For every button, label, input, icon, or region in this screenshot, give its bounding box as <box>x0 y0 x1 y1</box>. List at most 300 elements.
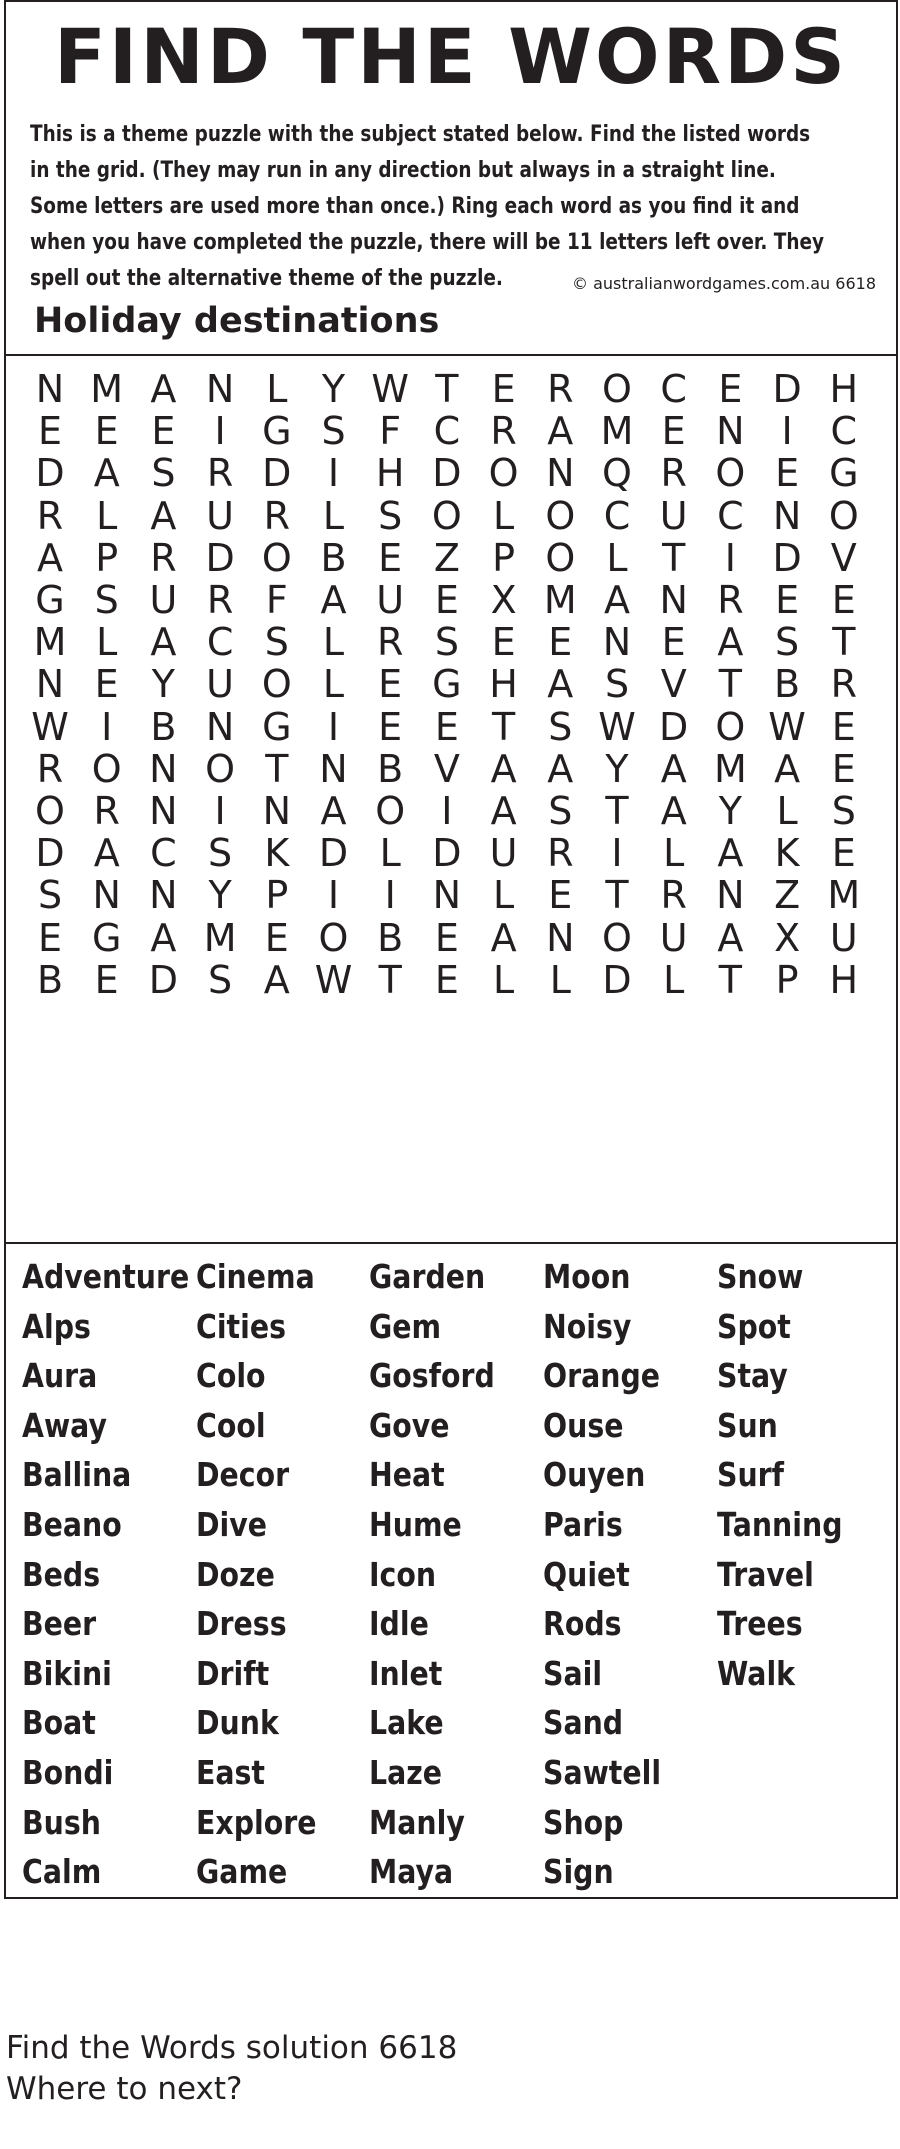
grid-letter[interactable]: Y <box>321 367 346 411</box>
solution-note <box>6 2028 457 2110</box>
grid-letter[interactable]: A <box>490 746 517 791</box>
word-list-item: Calm <box>22 1852 102 1892</box>
grid-letter[interactable]: V <box>433 746 460 791</box>
grid-letter[interactable]: N <box>546 915 575 960</box>
grid-letter[interactable]: S <box>548 789 573 833</box>
grid-letter[interactable]: Y <box>605 746 629 791</box>
word-list-item: Ouyen <box>543 1455 646 1495</box>
grid-letter[interactable]: K <box>264 831 290 876</box>
grid-letter[interactable]: I <box>101 704 113 749</box>
grid-letter[interactable]: N <box>92 873 121 918</box>
word-list-item: Decor <box>196 1455 290 1495</box>
word-list-item: Beds <box>22 1554 101 1594</box>
word-list-item: Adventure <box>22 1257 190 1296</box>
grid-letter[interactable]: E <box>491 620 516 665</box>
word-list-item: Away <box>22 1405 107 1445</box>
grid-letter[interactable]: L <box>776 789 798 833</box>
grid-letter[interactable]: A <box>93 451 120 496</box>
grid-letter[interactable]: E <box>264 915 289 960</box>
grid-letter[interactable]: N <box>262 789 292 833</box>
word-list-item: Quiet <box>543 1554 630 1594</box>
grid-letter[interactable]: I <box>327 451 340 496</box>
word-list-item: Cinema <box>196 1257 315 1296</box>
word-list-item: Dress <box>196 1604 287 1644</box>
grid-letter[interactable]: S <box>378 493 403 538</box>
grid-letter[interactable]: V <box>830 535 857 580</box>
word-list-item: Dunk <box>196 1703 279 1743</box>
word-list-item: Ballina <box>22 1455 132 1495</box>
grid-letter[interactable]: A <box>774 746 801 791</box>
grid-letter[interactable]: R <box>263 493 290 538</box>
word-list-item: Idle <box>369 1604 429 1644</box>
grid-letter[interactable]: A <box>717 915 744 960</box>
grid-letter[interactable]: A <box>150 620 177 665</box>
grid-letter[interactable]: L <box>606 535 628 580</box>
grid-letter[interactable]: E <box>378 535 403 580</box>
grid-letter[interactable]: N <box>35 367 65 411</box>
grid-letter[interactable]: H <box>489 662 518 707</box>
grid-letter[interactable]: X <box>774 915 801 960</box>
word-list-item: Colo <box>196 1356 266 1396</box>
grid-letter[interactable]: L <box>96 493 118 538</box>
word-list-item: Gove <box>369 1405 450 1445</box>
grid-letter[interactable]: O <box>318 915 349 960</box>
word-list-item: Gosford <box>369 1356 495 1396</box>
grid-letter[interactable]: R <box>830 662 857 707</box>
grid-letter[interactable]: E <box>37 409 62 454</box>
grid-letter[interactable]: V <box>660 662 687 707</box>
grid-letter[interactable]: A <box>490 915 517 960</box>
grid-letter[interactable]: G <box>829 451 859 496</box>
word-list-item: Sign <box>543 1852 614 1892</box>
grid-letter[interactable]: L <box>549 957 571 1002</box>
grid-letter[interactable]: R <box>206 451 234 496</box>
grid-letter[interactable]: P <box>95 535 119 580</box>
grid-letter[interactable]: Z <box>774 873 801 918</box>
grid-letter[interactable]: L <box>493 873 515 918</box>
word-list-item: Game <box>196 1852 288 1892</box>
grid-letter[interactable]: D <box>772 367 802 411</box>
grid-letter[interactable]: N <box>205 704 235 749</box>
grid-letter[interactable]: T <box>718 662 742 707</box>
word-list-item: Cool <box>196 1405 266 1445</box>
grid-letter[interactable]: L <box>663 831 685 876</box>
grid-letter[interactable]: R <box>93 789 120 833</box>
grid-letter[interactable]: T <box>605 789 629 833</box>
grid-letter[interactable]: S <box>94 578 119 622</box>
grid-letter[interactable]: N <box>319 746 348 791</box>
puzzle-frame <box>4 0 898 1899</box>
word-list-item: Explore <box>196 1802 317 1842</box>
word-list <box>6 1244 896 1899</box>
grid-letter[interactable]: R <box>150 535 177 580</box>
grid-letter[interactable]: O <box>261 535 292 580</box>
grid-letter[interactable]: L <box>322 493 345 538</box>
grid-letter[interactable]: U <box>829 915 858 960</box>
word-list-item: Shop <box>543 1802 624 1842</box>
grid-letter[interactable]: E <box>378 662 403 707</box>
grid-letter[interactable]: L <box>266 367 288 411</box>
grid-letter[interactable]: A <box>547 746 574 791</box>
grid-letter[interactable]: A <box>717 831 744 876</box>
solution-title: Find the Words solution 6618 <box>6 2030 458 2066</box>
grid-letter[interactable]: B <box>320 535 347 580</box>
grid-letter[interactable]: S <box>321 409 346 454</box>
grid-letter[interactable]: E <box>434 578 459 622</box>
word-list-item: Surf <box>717 1455 784 1495</box>
grid-letter[interactable]: S <box>434 620 459 665</box>
grid-letter[interactable]: L <box>322 620 345 665</box>
grid-letter[interactable]: M <box>827 873 861 918</box>
grid-letter[interactable]: E <box>434 957 459 1002</box>
grid-letter[interactable]: D <box>35 831 65 876</box>
grid-letter[interactable]: E <box>661 409 686 454</box>
word-list-item: Aura <box>22 1356 98 1396</box>
grid-letter[interactable]: A <box>660 789 687 833</box>
word-list-item: Drift <box>196 1653 270 1693</box>
grid-letter[interactable]: O <box>375 789 406 833</box>
grid-letter[interactable]: L <box>663 957 685 1002</box>
grid-letter[interactable]: I <box>327 704 340 749</box>
grid-letter[interactable]: S <box>151 451 176 496</box>
grid-letter[interactable]: L <box>322 662 345 707</box>
word-list-item: Spot <box>717 1306 791 1346</box>
grid-letter[interactable]: N <box>35 662 65 707</box>
grid-letter[interactable]: G <box>432 662 462 707</box>
grid-letter[interactable]: E <box>378 704 403 749</box>
grid-letter[interactable]: D <box>262 451 292 496</box>
grid-letter[interactable]: R <box>660 451 687 496</box>
word-list-item: Lake <box>369 1703 444 1743</box>
word-list-item: Ouse <box>543 1405 624 1445</box>
word-column <box>543 1252 680 1897</box>
word-list-item: Trees <box>717 1604 803 1644</box>
grid-letter[interactable]: A <box>150 493 177 538</box>
word-list-item: Sand <box>543 1703 624 1743</box>
word-list-item: Bush <box>22 1802 101 1842</box>
grid-letter[interactable]: T <box>265 746 289 791</box>
grid-letter[interactable]: A <box>150 367 177 411</box>
word-list-item: Gem <box>369 1306 442 1346</box>
grid-letter[interactable]: O <box>828 493 859 538</box>
grid-letter[interactable]: N <box>659 578 688 622</box>
word-list-item: Tanning <box>717 1504 843 1544</box>
grid-letter[interactable]: I <box>781 409 793 454</box>
grid-letter[interactable]: B <box>36 957 64 1002</box>
word-list-item: Boat <box>22 1703 96 1743</box>
grid-letter[interactable]: E <box>548 873 573 918</box>
grid-letter[interactable]: A <box>717 620 744 665</box>
grid-letter[interactable]: E <box>831 831 856 876</box>
grid-letter[interactable]: P <box>265 873 289 918</box>
grid-letter[interactable]: M <box>203 915 237 960</box>
grid-letter[interactable]: S <box>604 662 630 707</box>
word-column <box>717 1252 863 1698</box>
grid-letter[interactable]: B <box>150 704 177 749</box>
word-list-item: Sawtell <box>543 1752 662 1792</box>
grid-letter[interactable]: U <box>489 831 518 876</box>
grid-letter[interactable]: R <box>490 409 517 454</box>
grid-row <box>6 951 896 1009</box>
grid-letter[interactable]: Y <box>208 873 232 918</box>
grid-letter[interactable]: N <box>149 789 178 833</box>
grid-letter[interactable]: A <box>490 789 517 833</box>
grid-letter[interactable]: U <box>206 662 234 707</box>
grid-letter[interactable]: O <box>715 451 746 496</box>
word-list-item: Laze <box>369 1752 443 1792</box>
grid-letter[interactable]: S <box>37 873 63 918</box>
grid-letter[interactable]: F <box>379 409 402 454</box>
grid-letter[interactable]: I <box>214 789 226 833</box>
grid-letter[interactable]: A <box>660 746 687 791</box>
grid-letter[interactable]: M <box>90 367 124 411</box>
grid-letter[interactable]: T <box>832 620 856 665</box>
grid-letter[interactable]: K <box>774 831 800 876</box>
grid-letter[interactable]: D <box>602 957 632 1002</box>
grid-letter[interactable]: N <box>772 493 802 538</box>
grid-letter[interactable]: O <box>488 451 519 496</box>
grid-letter[interactable]: A <box>150 915 177 960</box>
grid-letter[interactable]: N <box>716 409 745 454</box>
grid-letter[interactable]: R <box>36 746 64 791</box>
grid-letter[interactable]: H <box>829 367 859 411</box>
grid-letter[interactable]: E <box>831 578 856 622</box>
grid-letter[interactable]: R <box>547 831 574 876</box>
grid-letter[interactable]: M <box>543 578 577 622</box>
grid-letter[interactable]: R <box>717 578 744 622</box>
grid-letter[interactable]: N <box>602 620 632 665</box>
grid-letter[interactable]: T <box>378 957 402 1002</box>
grid-letter[interactable]: A <box>93 831 120 876</box>
grid-letter[interactable]: O <box>545 493 576 538</box>
word-list-item: Sun <box>717 1405 778 1445</box>
puzzle-title: FIND THE WORDS <box>54 12 848 101</box>
grid-letter[interactable]: G <box>91 915 122 960</box>
grid-letter[interactable]: A <box>320 789 347 833</box>
grid-letter[interactable]: S <box>548 704 573 749</box>
grid-letter[interactable]: E <box>491 367 516 411</box>
grid-letter[interactable]: Q <box>602 451 632 496</box>
grid-letter[interactable]: S <box>831 789 856 833</box>
grid-letter[interactable]: M <box>713 746 747 791</box>
grid-letter[interactable]: I <box>611 831 623 876</box>
grid-letter[interactable]: C <box>660 367 687 411</box>
grid-letter[interactable]: S <box>208 831 233 876</box>
grid-letter[interactable]: U <box>376 578 405 622</box>
grid-letter[interactable]: X <box>490 578 517 622</box>
grid-letter[interactable]: E <box>94 957 119 1002</box>
grid-letter[interactable]: N <box>546 451 575 496</box>
grid-letter[interactable]: R <box>376 620 404 665</box>
grid-letter[interactable]: T <box>662 535 686 580</box>
grid-letter[interactable]: P <box>775 957 799 1002</box>
grid-letter[interactable]: Y <box>151 662 175 707</box>
grid-letter[interactable]: M <box>33 620 67 665</box>
word-list-item: Doze <box>196 1554 275 1594</box>
grid-letter[interactable]: M <box>600 409 634 454</box>
word-list-item: Icon <box>369 1554 437 1594</box>
grid-letter[interactable]: C <box>433 409 461 454</box>
grid-letter[interactable]: T <box>491 704 516 749</box>
word-list-item: Paris <box>543 1504 623 1544</box>
grid-letter[interactable]: G <box>35 578 65 622</box>
solution-hint: Where to next? <box>6 2071 243 2107</box>
grid-letter[interactable]: L <box>379 831 401 876</box>
grid-letter[interactable]: L <box>96 620 118 665</box>
grid-letter[interactable]: E <box>775 451 800 496</box>
instruction-line: in the grid. (They may run in any direction but always in a straight line. <box>30 157 776 183</box>
grid-letter[interactable]: O <box>91 746 122 791</box>
grid-letter[interactable]: E <box>831 746 856 791</box>
grid-letter[interactable]: D <box>659 704 689 749</box>
grid-letter[interactable]: W <box>371 367 409 411</box>
word-list-item: Beer <box>22 1604 97 1644</box>
grid-letter[interactable]: E <box>718 367 743 411</box>
word-list-item: Alps <box>22 1306 91 1346</box>
grid-letter[interactable]: R <box>36 493 64 538</box>
grid-letter[interactable]: O <box>431 493 462 538</box>
grid-letter[interactable]: Y <box>718 789 742 833</box>
word-list-item: Travel <box>717 1554 814 1594</box>
grid-letter[interactable]: D <box>35 451 65 496</box>
grid-letter[interactable]: B <box>774 662 801 707</box>
grid-letter[interactable]: R <box>660 873 687 918</box>
grid-letter[interactable]: S <box>775 620 800 665</box>
word-column <box>22 1252 216 1897</box>
grid-letter[interactable]: A <box>320 578 347 622</box>
grid-letter[interactable]: D <box>432 451 462 496</box>
letter-grid <box>6 356 896 1244</box>
grid-letter[interactable]: D <box>432 831 462 876</box>
grid-letter[interactable]: E <box>37 915 62 960</box>
grid-letter[interactable]: W <box>314 957 353 1002</box>
grid-letter[interactable]: A <box>604 578 630 622</box>
word-list-item: Dive <box>196 1504 268 1544</box>
grid-letter[interactable]: L <box>493 957 515 1002</box>
grid-letter[interactable]: R <box>206 578 234 622</box>
word-list-item: Bikini <box>22 1653 112 1693</box>
grid-letter[interactable]: O <box>545 535 576 580</box>
grid-letter[interactable]: D <box>318 831 349 876</box>
instruction-line: Some letters are used more than once.) Ring each word as you find it and <box>30 193 800 219</box>
word-list-item: Snow <box>717 1257 804 1296</box>
grid-letter[interactable]: D <box>205 535 235 580</box>
puzzle-instructions <box>30 116 880 296</box>
word-list-item: Beano <box>22 1504 122 1544</box>
grid-letter[interactable]: B <box>377 746 404 791</box>
grid-letter[interactable]: C <box>830 409 858 454</box>
grid-letter[interactable]: U <box>149 578 178 622</box>
grid-letter[interactable]: R <box>547 367 574 411</box>
grid-letter[interactable]: W <box>31 704 69 749</box>
grid-letter[interactable]: T <box>435 367 459 411</box>
grid-letter[interactable]: N <box>716 873 745 918</box>
grid-letter[interactable]: W <box>598 704 636 749</box>
word-list-item: Noisy <box>543 1306 632 1346</box>
grid-letter[interactable]: C <box>717 493 744 538</box>
grid-letter[interactable]: D <box>148 957 179 1002</box>
grid-letter[interactable]: I <box>384 873 396 918</box>
grid-letter[interactable]: C <box>206 620 234 665</box>
grid-letter[interactable]: F <box>265 578 288 622</box>
grid-letter[interactable]: T <box>718 957 742 1002</box>
grid-letter[interactable]: H <box>375 451 405 496</box>
word-list-item: Bondi <box>22 1752 114 1792</box>
grid-letter[interactable]: I <box>327 873 340 918</box>
grid-letter[interactable]: I <box>441 789 453 833</box>
grid-letter[interactable]: U <box>206 493 234 538</box>
grid-letter[interactable]: S <box>208 957 233 1002</box>
grid-letter[interactable]: E <box>548 620 573 665</box>
grid-letter[interactable]: N <box>149 873 178 918</box>
word-list-item: East <box>196 1752 266 1792</box>
grid-letter[interactable]: E <box>94 662 119 707</box>
grid-letter[interactable]: N <box>205 367 235 411</box>
instruction-line: spell out the alternative theme of the puzzle. <box>30 265 503 291</box>
grid-letter[interactable]: N <box>149 746 178 791</box>
grid-letter[interactable]: Z <box>433 535 460 580</box>
word-column <box>369 1252 515 1897</box>
grid-letter[interactable]: D <box>772 535 802 580</box>
grid-letter[interactable]: I <box>724 535 736 580</box>
grid-letter[interactable]: O <box>715 704 746 749</box>
grid-letter[interactable]: U <box>659 915 688 960</box>
grid-letter[interactable]: C <box>150 831 177 876</box>
grid-letter[interactable]: H <box>829 957 859 1002</box>
instruction-line: This is a theme puzzle with the subject stated below. Find the listed words <box>30 121 811 147</box>
grid-letter[interactable]: O <box>602 915 632 960</box>
grid-letter[interactable]: G <box>262 704 292 749</box>
grid-letter[interactable]: E <box>661 620 686 665</box>
word-column <box>196 1252 336 1897</box>
grid-letter[interactable]: A <box>263 957 290 1002</box>
grid-letter[interactable]: E <box>831 704 856 749</box>
word-list-item: Inlet <box>369 1653 443 1693</box>
grid-letter[interactable]: U <box>659 493 688 538</box>
grid-letter[interactable]: O <box>261 662 292 707</box>
word-list-item: Sail <box>543 1653 603 1693</box>
puzzle-theme: Holiday destinations <box>34 301 440 341</box>
instruction-line: when you have completed the puzzle, there will be 11 letters left over. They <box>30 229 825 255</box>
grid-letter[interactable]: E <box>94 409 119 454</box>
grid-letter[interactable]: G <box>262 409 292 454</box>
grid-letter[interactable]: L <box>493 493 515 538</box>
publisher-credit: © australianwordgames.com.au 6618 <box>571 274 876 293</box>
grid-letter[interactable]: B <box>377 915 404 960</box>
grid-letter[interactable]: O <box>35 789 65 833</box>
grid-letter[interactable]: E <box>434 704 459 749</box>
grid-letter[interactable]: P <box>492 535 516 580</box>
grid-letter[interactable]: A <box>547 409 574 454</box>
grid-letter[interactable]: S <box>264 620 289 665</box>
grid-letter[interactable]: O <box>205 746 236 791</box>
grid-letter[interactable]: A <box>37 535 63 580</box>
word-list-item: Rods <box>543 1604 622 1644</box>
word-list-item: Maya <box>369 1852 454 1892</box>
grid-letter[interactable]: W <box>768 704 806 749</box>
grid-letter[interactable]: E <box>434 915 459 960</box>
grid-letter[interactable]: E <box>775 578 800 622</box>
grid-letter[interactable]: E <box>151 409 176 454</box>
grid-letter[interactable]: O <box>602 367 632 411</box>
grid-letter[interactable]: I <box>214 409 226 454</box>
word-list-item: Moon <box>543 1257 631 1296</box>
word-list-item: Stay <box>717 1356 788 1396</box>
grid-letter[interactable]: C <box>603 493 631 538</box>
grid-letter[interactable]: T <box>605 873 629 918</box>
grid-letter[interactable]: A <box>547 662 574 707</box>
grid-letter[interactable]: N <box>432 873 462 918</box>
